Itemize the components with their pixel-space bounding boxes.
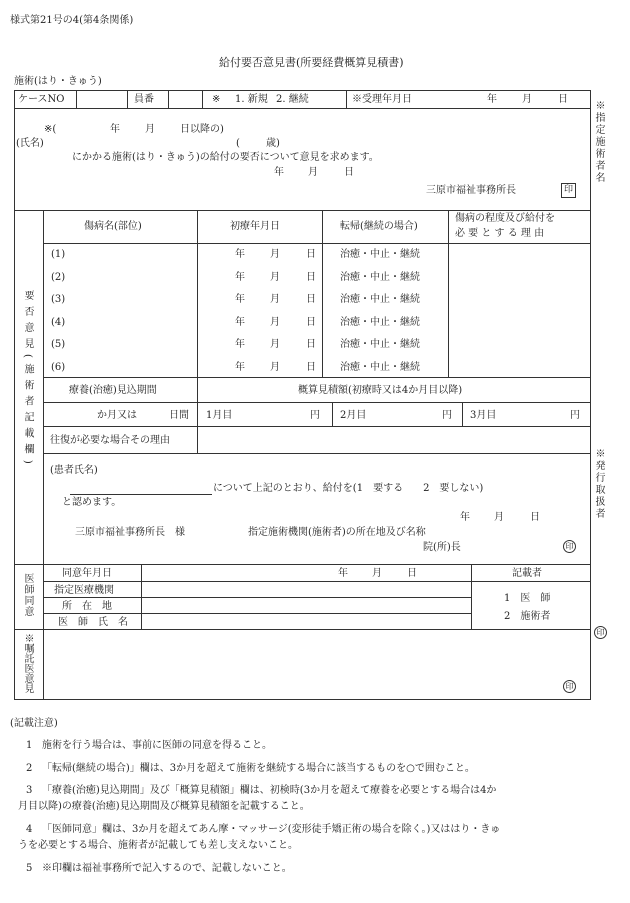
yen-1: 円 (310, 410, 320, 421)
agree-day: 日 (407, 568, 417, 579)
period-days: 日間 (169, 410, 189, 421)
injury-row-year: 年 (235, 249, 245, 260)
rule (43, 377, 591, 378)
age-open: ( (236, 138, 240, 149)
since-month: 月 (145, 124, 155, 135)
consult-seal: 印 (563, 680, 576, 693)
injury-row-year: 年 (235, 339, 245, 351)
opinion-section-label: 要否意見(施術者記載欄) (22, 290, 33, 470)
month-3: 3月目 (470, 410, 497, 421)
injury-row-day: 日 (306, 362, 316, 373)
address-label: 所 在 地 (62, 601, 112, 612)
yen-3: 円 (570, 410, 580, 421)
right-note-top: ※指定施術者名 (593, 100, 604, 184)
border-right (590, 90, 591, 700)
agree-date-label: 同意年月日 (62, 568, 112, 579)
injury-row-day: 日 (306, 249, 316, 260)
note-text: うを必要とする場合、施術者が記載しても差し支えないこと。 (18, 840, 298, 851)
form-title: 給付要否意見書(所要経費概算見積書) (219, 56, 404, 69)
since-year: 年 (110, 124, 120, 135)
injury-row-no: (4) (51, 316, 66, 328)
rule (14, 108, 591, 109)
decision-day: 日 (530, 512, 540, 523)
agree-month: 月 (372, 568, 382, 579)
note-text: 月目以降)の療養(治癒)見込期間及び概算見積額を記載すること。 (18, 801, 310, 812)
injury-row-year: 年 (235, 362, 245, 373)
injury-row-month: 月 (270, 249, 280, 260)
decision-accept: と認めます。 (62, 497, 122, 508)
col-reason-1: 傷病の程度及び給付を (455, 213, 555, 224)
note-number: 3 (26, 785, 33, 796)
consult-section-label: ※嘱託医意見 (22, 633, 33, 693)
rule (43, 613, 471, 614)
note-number: 5 (26, 863, 33, 874)
rule (43, 453, 591, 454)
col-outcome: 転帰(継続の場合) (340, 221, 418, 232)
rule (76, 90, 77, 108)
rule (14, 629, 591, 630)
rule (462, 402, 463, 426)
recovery-reason: 往復が必要な場合その理由 (50, 435, 170, 446)
period-months: か月又は (97, 410, 137, 421)
type-new[interactable]: 1. 新規 (235, 94, 268, 105)
request-year: 年 (274, 167, 284, 178)
decision-month: 月 (494, 512, 504, 523)
rule (127, 90, 128, 108)
injury-row-day: 日 (306, 316, 316, 328)
injury-row-outcome: 治癒・中止・継続 (340, 249, 420, 260)
injury-row-outcome: 治癒・中止・継続 (340, 294, 420, 306)
rule (346, 90, 347, 108)
injury-row-outcome: 治癒・中止・継続 (340, 316, 420, 328)
medical-institution-label: 指定医療機関 (54, 585, 114, 596)
rule (43, 581, 471, 582)
yen-2: 円 (442, 410, 452, 421)
injury-row-month: 月 (270, 316, 280, 328)
note-number: 1 (26, 740, 33, 751)
rule (43, 629, 44, 699)
doctor-name-label: 医 師 氏 名 (58, 617, 128, 628)
since-suffix: 日以降の) (180, 124, 224, 135)
injury-row-day: 日 (306, 339, 316, 351)
injury-row-no: (3) (51, 294, 66, 306)
form-subtitle: 施術(はり・きゅう) (14, 76, 102, 87)
note-text: ※印欄は福祉事務所で記入するので、記載しないこと。 (42, 863, 292, 874)
note-number: 2 (26, 763, 33, 774)
issuer-seal: 印 (561, 183, 576, 198)
rule (322, 210, 323, 377)
rule (471, 581, 591, 582)
col-reason-2: 必 要 と す る 理 由 (455, 228, 545, 239)
case-no-label: ケースNO (18, 94, 65, 105)
month-2: 2月目 (340, 410, 367, 421)
patient-name-line (70, 494, 212, 495)
injury-row-day: 日 (306, 294, 316, 306)
addressee: 三原市福祉事務所長 様 (75, 527, 185, 538)
received-year: 年 (487, 94, 497, 105)
rule (14, 564, 591, 565)
rule (197, 210, 198, 377)
form-number: 様式第21号の4(第4条関係) (10, 15, 134, 26)
injury-row-month: 月 (270, 362, 280, 373)
injury-row-year: 年 (235, 271, 245, 283)
rule (43, 243, 591, 244)
patient-name-label: (患者氏名) (50, 465, 98, 476)
injury-row-no: (6) (51, 362, 66, 373)
injury-row-no: (1) (51, 249, 66, 260)
rule (332, 402, 333, 426)
rule (202, 90, 203, 108)
decision-year: 年 (460, 512, 470, 523)
amount-label: 概算見積額(初療時又は4か月目以降) (298, 385, 463, 396)
injury-row-year: 年 (235, 316, 245, 328)
received-label: ※受理年月日 (352, 94, 412, 105)
col-first-date: 初療年月日 (230, 221, 280, 232)
rule (14, 210, 591, 211)
rule (197, 377, 198, 453)
note-text: 施術を行う場合は、事前に医師の同意を得ること。 (42, 740, 272, 751)
injury-row-day: 日 (306, 271, 316, 283)
request-body: にかかる施術(はり・きゅう)の給付の要否について意見を求めます。 (72, 152, 379, 163)
rule (471, 564, 472, 629)
institution-label: 指定施術機関(施術者)の所在地及び名称 (248, 527, 426, 538)
col-injury-name: 傷病名(部位) (84, 221, 142, 232)
injury-row-month: 月 (270, 271, 280, 283)
writer-label: 記載者 (512, 568, 542, 579)
right-note-mid: ※発行取扱者 (593, 448, 604, 520)
right-seal: 印 (594, 626, 607, 639)
name-label: (氏名) (16, 138, 44, 149)
injury-row-no: (2) (51, 271, 66, 283)
type-continue[interactable]: 2. 継続 (276, 94, 309, 105)
head-seal: 印 (563, 540, 576, 553)
notes-heading: (記載注意) (10, 718, 58, 729)
period-label: 療養(治癒)見込期間 (69, 385, 157, 396)
injury-row-year: 年 (235, 294, 245, 306)
rule (43, 210, 44, 565)
injury-row-month: 月 (270, 339, 280, 351)
rule (168, 90, 169, 108)
rule (43, 402, 591, 403)
border-top (14, 90, 591, 91)
rule (43, 426, 591, 427)
member-no-label: 員番 (134, 94, 154, 105)
border-bottom (14, 699, 591, 700)
rule (448, 210, 449, 377)
injury-row-outcome: 治癒・中止・継続 (340, 339, 420, 351)
mark: ※ (212, 94, 221, 105)
decision-text: について上記のとおり、給付を(1 要する 2 要しない) (213, 483, 484, 494)
received-day: 日 (558, 94, 568, 105)
injury-row-outcome: 治癒・中止・継続 (340, 362, 420, 373)
injury-row-month: 月 (270, 294, 280, 306)
rule (43, 597, 471, 598)
injury-row-outcome: 治癒・中止・継続 (340, 271, 420, 283)
note-number: 4 (26, 824, 33, 835)
since-mark: ※( (44, 124, 57, 135)
note-text: 「転帰(継続の場合)」欄は、3か月を超えて施術を継続する場合に該当するものを○で囲むこと。 (42, 763, 475, 774)
writer-practitioner[interactable]: 2 施術者 (504, 611, 551, 622)
note-text: 「医師同意」欄は、3か月を超えてあん摩・マッサージ(変形徒手矯正術の場合を除く。)又ははり・きゅ (42, 824, 501, 835)
doctor-section-label: 医師同意 (22, 573, 33, 617)
age-label: 歳) (266, 138, 280, 149)
writer-doctor[interactable]: 1 医 師 (504, 593, 551, 604)
request-day: 日 (344, 167, 354, 178)
border-left (14, 90, 15, 700)
head-label: 院(所)長 (423, 542, 461, 553)
agree-year: 年 (338, 568, 348, 579)
received-month: 月 (522, 94, 532, 105)
month-1: 1月目 (206, 410, 233, 421)
injury-row-no: (5) (51, 339, 66, 351)
note-text: 「療養(治癒)見込期間」及び「概算見積額」欄は、初検時(3か月を超えて療養を必要とする場合は4か (42, 785, 497, 796)
request-month: 月 (308, 167, 318, 178)
issuer: 三原市福祉事務所長 (426, 185, 516, 196)
